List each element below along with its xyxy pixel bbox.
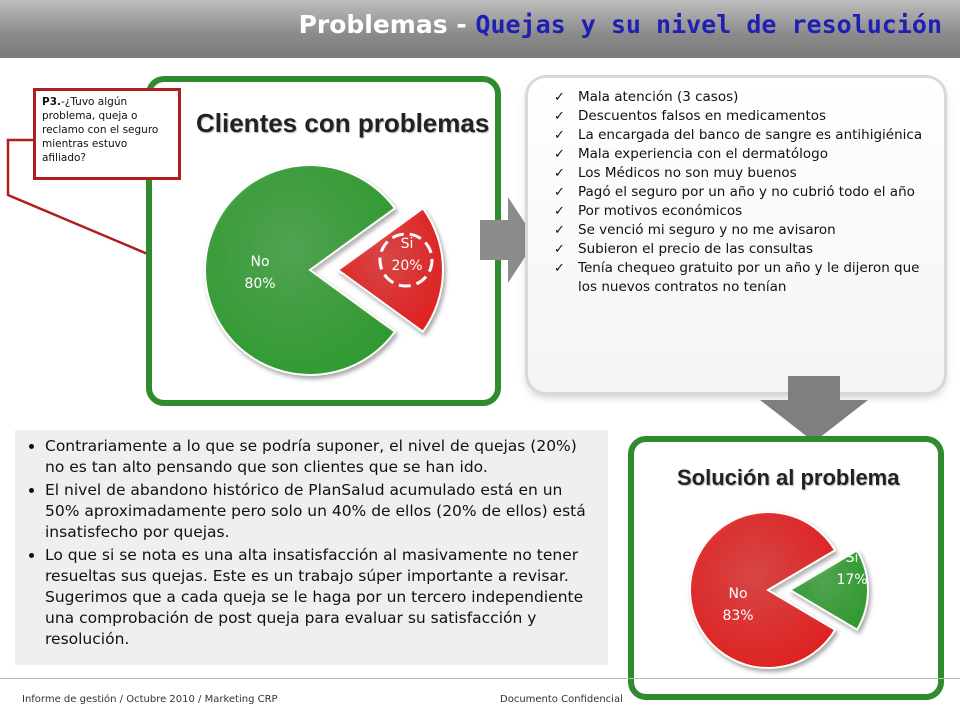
complaint-item (554, 164, 924, 183)
complaint-item (554, 126, 924, 145)
pie-value-label: 17% (836, 572, 868, 588)
complaint-item (554, 240, 924, 259)
complaint-text: Por motivos económicos (578, 203, 743, 219)
footer-divider (0, 678, 960, 679)
analysis-item: • El nivel de abandono histórico de PlanSalud acumulado está en un 50% aproximadamente pero solo un 40% de ellos (20% de ellos) está insatisfecho por quejas. (45, 480, 596, 543)
complaint-item (554, 221, 924, 240)
complaint-text: Mala experiencia con el dermatólogo (578, 146, 828, 162)
question-callout (33, 88, 181, 180)
analysis-item: • Contrariamente a lo que se podría suponer, el nivel de quejas (20%) no es tan alto pensando que son clientes que se han ido. (45, 436, 596, 478)
footer-left: Informe de gestión / Octubre 2010 / Marketing CRP (22, 694, 278, 705)
complaint-item (554, 145, 924, 164)
complaint-item (554, 259, 924, 297)
complaint-item (554, 88, 924, 107)
chart1-title: Clientes con problemas (196, 108, 490, 138)
pie-category-label: Si (400, 236, 414, 252)
check-icon: ✓ (554, 261, 565, 276)
check-icon: ✓ (554, 166, 565, 181)
down-arrow-icon (758, 374, 870, 444)
title-sub: Quejas y su nivel de resolución (475, 10, 942, 39)
check-icon: ✓ (554, 147, 565, 162)
analysis-list (15, 430, 608, 650)
pie-category-label: No (250, 254, 270, 270)
title-main: Problemas - (298, 10, 476, 39)
check-icon: ✓ (554, 128, 565, 143)
complaint-text: Descuentos falsos en medicamentos (578, 108, 827, 124)
complaint-item (554, 202, 924, 221)
complaint-text: Mala atención (3 casos) (578, 89, 739, 105)
pie-chart-solution (680, 500, 890, 675)
pie-category-label: Si (845, 550, 859, 566)
footer-center: Documento Confidencial (500, 694, 623, 705)
pie-value-label: 20% (391, 258, 423, 274)
check-icon: ✓ (554, 185, 565, 200)
complaint-text: Tenía chequeo gratuito por un año y le dijeron que los nuevos contratos no tenían (578, 260, 920, 295)
check-icon: ✓ (554, 109, 565, 124)
analysis-box (15, 430, 608, 665)
complaint-text: Pagó el seguro por un año y no cubrió todo el año (578, 184, 915, 200)
chart2-title: Solución al problema (677, 465, 900, 490)
check-icon: ✓ (554, 223, 565, 238)
question-text: -¿Tuvo algún problema, queja o reclamo con el seguro mientras estuvo afiliado? (42, 96, 159, 164)
page-title (299, 10, 942, 39)
complaint-text: Se venció mi seguro y no me avisaron (578, 222, 836, 238)
complaint-item (554, 107, 924, 126)
pie-value-label: 80% (244, 276, 276, 292)
complaint-text: La encargada del banco de sangre es antihigiénica (578, 127, 923, 143)
complaint-item (554, 183, 924, 202)
pie-chart-clients (190, 150, 460, 390)
complaint-text: Subieron el precio de las consultas (578, 241, 814, 257)
complaints-list (528, 78, 944, 297)
title-bar (0, 0, 960, 58)
check-icon: ✓ (554, 90, 565, 105)
complaints-list-box (528, 78, 944, 392)
check-icon: ✓ (554, 242, 565, 257)
pie-value-label: 83% (722, 608, 754, 624)
check-icon: ✓ (554, 204, 565, 219)
pie-category-label: No (728, 586, 748, 602)
question-id: P3. (42, 96, 61, 108)
complaint-text: Los Médicos no son muy buenos (578, 165, 797, 181)
analysis-item: • Lo que si se nota es una alta insatisfacción al masivamente no tener resueltas sus quejas. Este es un trabajo súper importante a revisar. Sugerimos que a cada queja se le haga por un tercero independiente una comprobación de post queja para evaluar su satisfacción y resolución. (45, 545, 596, 650)
